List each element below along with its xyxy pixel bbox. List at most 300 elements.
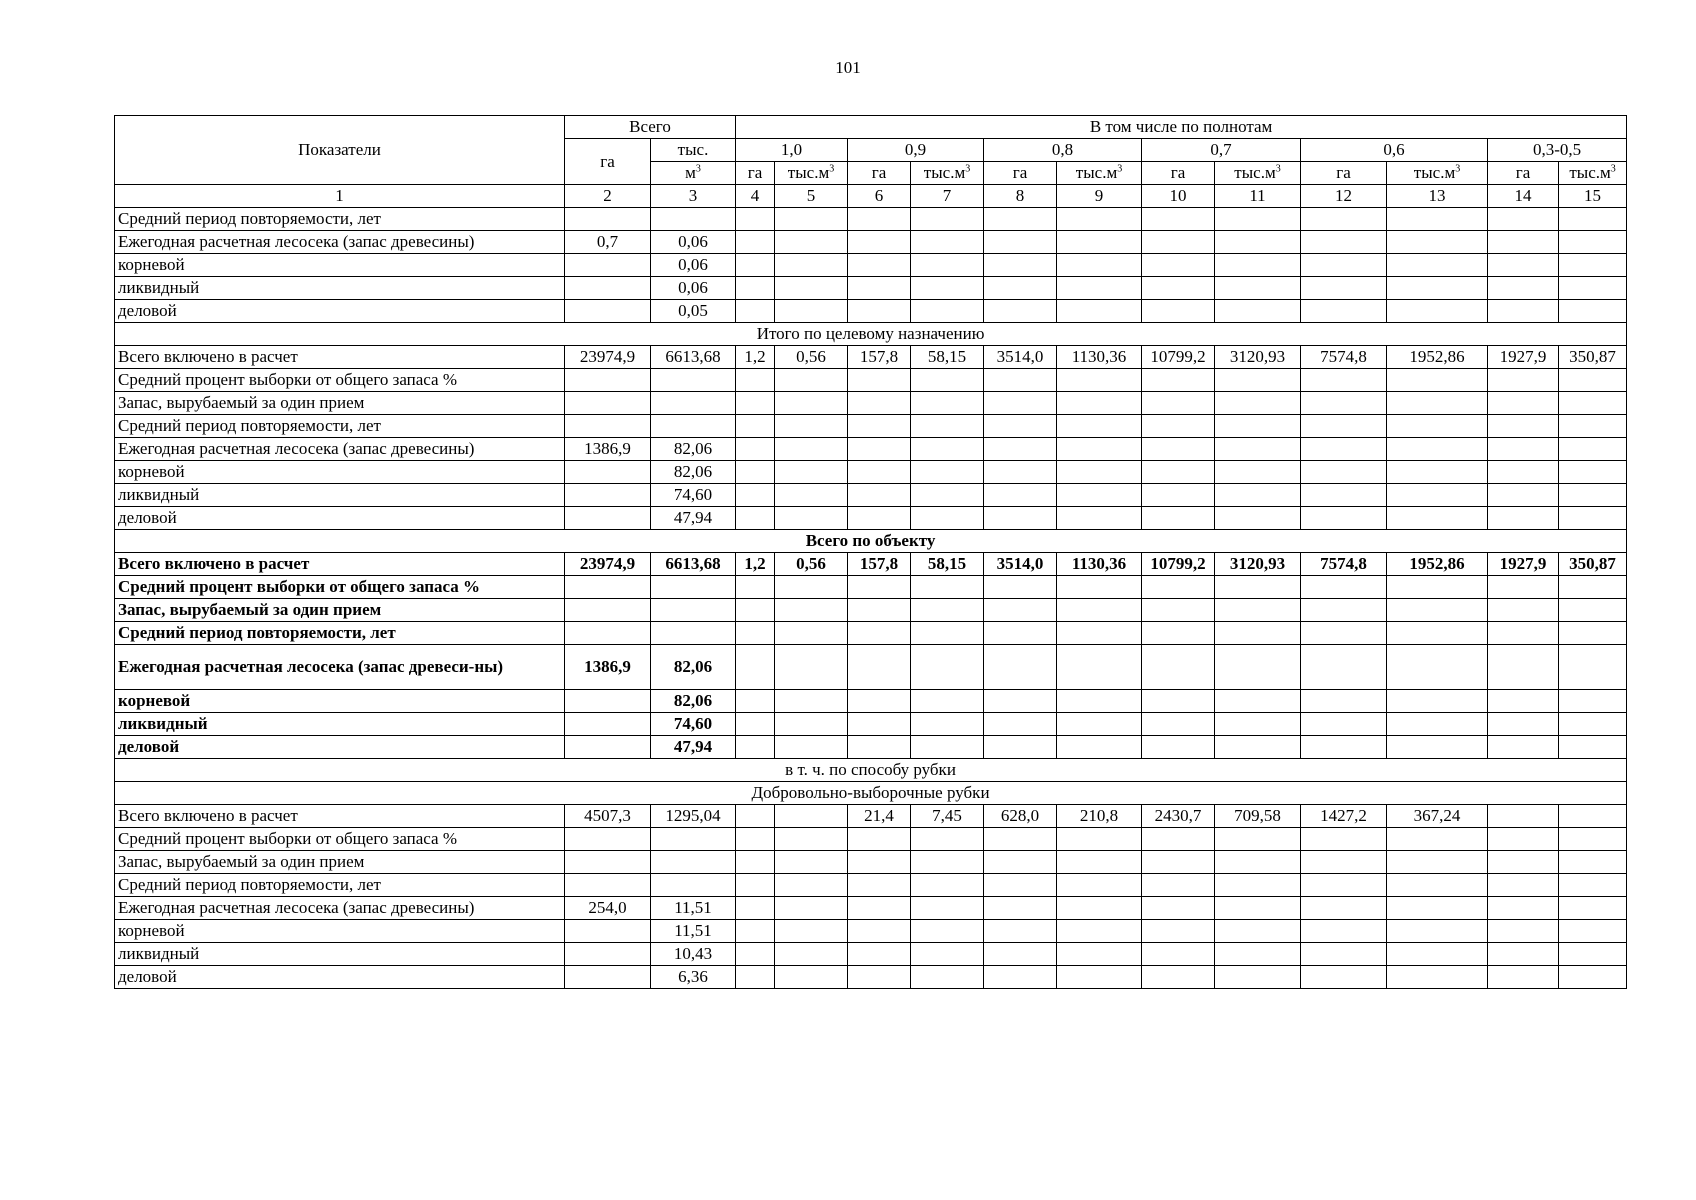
- table-cell: [1387, 713, 1488, 736]
- row-label: корневой: [115, 920, 565, 943]
- unit-ha: га: [1488, 162, 1559, 185]
- table-cell: [984, 254, 1057, 277]
- table-row: [115, 461, 1627, 484]
- table-cell: [1387, 576, 1488, 599]
- table-cell: [1387, 231, 1488, 254]
- table-cell: [848, 851, 911, 874]
- table-cell: [775, 690, 848, 713]
- table-cell: [1488, 415, 1559, 438]
- table-cell: [984, 599, 1057, 622]
- table-cell: [775, 254, 848, 277]
- table-cell: [565, 369, 651, 392]
- header-by-density: В том числе по полнотам: [736, 116, 1627, 139]
- table-cell: [1142, 300, 1215, 323]
- table-cell: [911, 438, 984, 461]
- table-cell: [1057, 231, 1142, 254]
- table-cell: [775, 851, 848, 874]
- table-cell: [1488, 576, 1559, 599]
- table-cell: [736, 805, 775, 828]
- table-cell: [1301, 599, 1387, 622]
- table-cell: [1057, 208, 1142, 231]
- table-cell: [1559, 254, 1627, 277]
- table-cell: [775, 461, 848, 484]
- table-cell: [1488, 713, 1559, 736]
- header-density-3: 0,8: [984, 139, 1142, 162]
- row-label: ликвидный: [115, 484, 565, 507]
- table-cell: 1386,9: [565, 645, 651, 690]
- table-cell: [775, 645, 848, 690]
- table-cell: [1387, 438, 1488, 461]
- table-cell: [736, 599, 775, 622]
- table-cell: [911, 966, 984, 989]
- table-cell: [1057, 966, 1142, 989]
- table-cell: 0,05: [651, 300, 736, 323]
- table-cell: [565, 851, 651, 874]
- table-row: [115, 828, 1627, 851]
- table-cell: [775, 943, 848, 966]
- table-cell: [1387, 507, 1488, 530]
- unit-thous-m3: $тыс.м^3$: [1559, 162, 1627, 185]
- table-cell: [1215, 622, 1301, 645]
- table-cell: [1301, 622, 1387, 645]
- table-cell: [911, 874, 984, 897]
- table-cell: [651, 369, 736, 392]
- table-cell: [1057, 300, 1142, 323]
- table-cell: [1559, 438, 1627, 461]
- table-cell: 1952,86: [1387, 553, 1488, 576]
- section-title: Итого по целевому назначению: [115, 323, 1627, 346]
- table-cell: [775, 208, 848, 231]
- table-cell: [1215, 415, 1301, 438]
- table-cell: [1488, 874, 1559, 897]
- table-cell: [736, 231, 775, 254]
- table-cell: [911, 507, 984, 530]
- table-cell: [1488, 645, 1559, 690]
- row-label: Запас, вырубаемый за один прием: [115, 392, 565, 415]
- table-cell: [848, 920, 911, 943]
- table-cell: 350,87: [1559, 346, 1627, 369]
- table-cell: [1142, 828, 1215, 851]
- table-cell: [1057, 828, 1142, 851]
- row-label: Запас, вырубаемый за один прием: [115, 851, 565, 874]
- table-cell: [984, 713, 1057, 736]
- table-cell: [1142, 277, 1215, 300]
- table-cell: [1215, 920, 1301, 943]
- table-row: [115, 346, 1627, 369]
- table-cell: 350,87: [1559, 553, 1627, 576]
- table-cell: [1488, 622, 1559, 645]
- table-cell: [565, 461, 651, 484]
- table-cell: [565, 943, 651, 966]
- table-cell: 1386,9: [565, 438, 651, 461]
- table-cell: [736, 415, 775, 438]
- table-cell: [1488, 461, 1559, 484]
- table-cell: 10,43: [651, 943, 736, 966]
- table-cell: [1488, 231, 1559, 254]
- table-cell: [736, 484, 775, 507]
- table-cell: [984, 851, 1057, 874]
- table-cell: [775, 599, 848, 622]
- table-cell: [1057, 484, 1142, 507]
- table-cell: 82,06: [651, 690, 736, 713]
- table-cell: [1387, 920, 1488, 943]
- table-cell: [848, 713, 911, 736]
- table-cell: [1559, 507, 1627, 530]
- table-cell: 157,8: [848, 346, 911, 369]
- table-cell: [736, 920, 775, 943]
- table-cell: [565, 736, 651, 759]
- table-cell: 6613,68: [651, 346, 736, 369]
- table-cell: [736, 277, 775, 300]
- table-cell: [1559, 208, 1627, 231]
- table-cell: [848, 300, 911, 323]
- unit-thous-m3: $тыс.м^3$: [775, 162, 848, 185]
- table-cell: 4507,3: [565, 805, 651, 828]
- table-cell: [1057, 576, 1142, 599]
- header-column-numbers: [115, 185, 1627, 208]
- table-cell: [1559, 277, 1627, 300]
- table-cell: [1215, 438, 1301, 461]
- table-cell: [1142, 254, 1215, 277]
- column-number: 4: [736, 185, 775, 208]
- table-cell: [775, 713, 848, 736]
- column-number: 9: [1057, 185, 1142, 208]
- table-cell: [736, 300, 775, 323]
- table-cell: [1301, 369, 1387, 392]
- table-cell: [1142, 920, 1215, 943]
- table-cell: [736, 507, 775, 530]
- table-row: [115, 369, 1627, 392]
- table-cell: [1301, 966, 1387, 989]
- table-cell: [775, 415, 848, 438]
- section-title: Всего по объекту: [115, 530, 1627, 553]
- table-cell: [651, 392, 736, 415]
- row-label: Запас, вырубаемый за один прием: [115, 599, 565, 622]
- table-cell: [1301, 645, 1387, 690]
- table-cell: 1130,36: [1057, 346, 1142, 369]
- table-cell: [1559, 828, 1627, 851]
- table-cell: [565, 690, 651, 713]
- table-cell: [984, 645, 1057, 690]
- table-cell: [736, 208, 775, 231]
- table-cell: [1057, 713, 1142, 736]
- table-cell: [1142, 713, 1215, 736]
- row-label: Ежегодная расчетная лесосека (запас древесины): [115, 231, 565, 254]
- table-row: [115, 943, 1627, 966]
- table-cell: 3120,93: [1215, 553, 1301, 576]
- table-cell: [1488, 277, 1559, 300]
- table-cell: [911, 599, 984, 622]
- table-cell: [848, 966, 911, 989]
- row-label: деловой: [115, 736, 565, 759]
- table-cell: [848, 231, 911, 254]
- unit-thous-m3: $тыс.м^3$: [1057, 162, 1142, 185]
- table-cell: [1488, 690, 1559, 713]
- forest-allowance-table: [114, 115, 1627, 989]
- table-cell: [1301, 943, 1387, 966]
- table-cell: [775, 369, 848, 392]
- table-cell: [848, 874, 911, 897]
- table-cell: [1559, 369, 1627, 392]
- table-cell: 254,0: [565, 897, 651, 920]
- table-cell: 47,94: [651, 736, 736, 759]
- table-cell: 157,8: [848, 553, 911, 576]
- table-cell: [1142, 208, 1215, 231]
- table-cell: [1215, 392, 1301, 415]
- table-cell: [736, 438, 775, 461]
- table-cell: [984, 415, 1057, 438]
- table-cell: [848, 369, 911, 392]
- row-label: деловой: [115, 507, 565, 530]
- row-label: Средний процент выборки от общего запаса %: [115, 369, 565, 392]
- table-cell: [1215, 208, 1301, 231]
- table-cell: [1559, 897, 1627, 920]
- table-cell: [1057, 874, 1142, 897]
- table-cell: 23974,9: [565, 553, 651, 576]
- header-density-2: 0,9: [848, 139, 984, 162]
- table-cell: [911, 920, 984, 943]
- table-cell: [651, 576, 736, 599]
- table-cell: [984, 507, 1057, 530]
- row-label: Средний период повторяемости, лет: [115, 208, 565, 231]
- table-cell: [1215, 645, 1301, 690]
- table-cell: [736, 690, 775, 713]
- table-cell: [911, 576, 984, 599]
- table-cell: [984, 369, 1057, 392]
- table-cell: [736, 576, 775, 599]
- table-cell: 3514,0: [984, 346, 1057, 369]
- table-cell: [1215, 300, 1301, 323]
- row-label: Всего включено в расчет: [115, 805, 565, 828]
- table-cell: [911, 415, 984, 438]
- row-label: Ежегодная расчетная лесосека (запас древесины): [115, 438, 565, 461]
- table-cell: [775, 897, 848, 920]
- table-cell: 0,56: [775, 553, 848, 576]
- table-cell: [911, 897, 984, 920]
- table-cell: [1215, 484, 1301, 507]
- column-number: 6: [848, 185, 911, 208]
- table-cell: [911, 300, 984, 323]
- column-number: 7: [911, 185, 984, 208]
- table-cell: [1559, 576, 1627, 599]
- table-cell: 1427,2: [1301, 805, 1387, 828]
- table-cell: 11,51: [651, 920, 736, 943]
- table-cell: [1559, 300, 1627, 323]
- table-row: [115, 690, 1627, 713]
- row-label: Средний процент выборки от общего запаса %: [115, 576, 565, 599]
- table-cell: [1057, 599, 1142, 622]
- table-cell: 0,7: [565, 231, 651, 254]
- table-body: [115, 208, 1627, 989]
- table-cell: [1215, 254, 1301, 277]
- table-cell: [1057, 920, 1142, 943]
- table-cell: 47,94: [651, 507, 736, 530]
- table-cell: [565, 966, 651, 989]
- table-cell: [1142, 231, 1215, 254]
- table-cell: 0,06: [651, 277, 736, 300]
- table-cell: [984, 897, 1057, 920]
- table-cell: [984, 208, 1057, 231]
- table-row: [115, 392, 1627, 415]
- table-cell: [1142, 851, 1215, 874]
- header-density-4: 0,7: [1142, 139, 1301, 162]
- table-cell: [651, 208, 736, 231]
- table-cell: [565, 507, 651, 530]
- table-cell: [1057, 736, 1142, 759]
- table-cell: [1057, 943, 1142, 966]
- table-cell: [1559, 645, 1627, 690]
- row-label: ликвидный: [115, 943, 565, 966]
- table-cell: [565, 277, 651, 300]
- table-cell: [1215, 231, 1301, 254]
- table-cell: [1301, 461, 1387, 484]
- table-cell: [565, 208, 651, 231]
- table-cell: 628,0: [984, 805, 1057, 828]
- table-cell: [1142, 576, 1215, 599]
- table-cell: [1301, 277, 1387, 300]
- table-cell: [1559, 851, 1627, 874]
- table-cell: [984, 576, 1057, 599]
- table-cell: 3120,93: [1215, 346, 1301, 369]
- table-row: [115, 231, 1627, 254]
- header-row-1: [115, 116, 1627, 139]
- table-cell: [736, 254, 775, 277]
- table-cell: [775, 622, 848, 645]
- table-cell: [1142, 736, 1215, 759]
- column-number: 10: [1142, 185, 1215, 208]
- table-cell: [848, 736, 911, 759]
- table-cell: [1057, 897, 1142, 920]
- table-cell: [1301, 507, 1387, 530]
- table-cell: 0,56: [775, 346, 848, 369]
- table-cell: [848, 897, 911, 920]
- table-cell: [984, 943, 1057, 966]
- table-cell: 1295,04: [651, 805, 736, 828]
- header-total-m3: $м^3$: [651, 162, 736, 185]
- unit-ha: га: [736, 162, 775, 185]
- table-cell: 74,60: [651, 713, 736, 736]
- table-cell: 6,36: [651, 966, 736, 989]
- row-label: Средний период повторяемости, лет: [115, 622, 565, 645]
- section-title: в т. ч. по способу рубки: [115, 759, 1627, 782]
- table-cell: [1488, 805, 1559, 828]
- table-row: [115, 736, 1627, 759]
- table-cell: 1927,9: [1488, 346, 1559, 369]
- table-cell: [911, 484, 984, 507]
- table-cell: [1142, 966, 1215, 989]
- table-cell: [911, 943, 984, 966]
- table-cell: [1142, 438, 1215, 461]
- table-cell: [1387, 277, 1488, 300]
- table-cell: [1387, 966, 1488, 989]
- table-cell: [1057, 851, 1142, 874]
- table-cell: [1215, 897, 1301, 920]
- table-cell: [1142, 369, 1215, 392]
- table-cell: 6613,68: [651, 553, 736, 576]
- table-cell: [651, 874, 736, 897]
- table-cell: [1387, 645, 1488, 690]
- table-cell: [1301, 231, 1387, 254]
- table-header: [115, 116, 1627, 208]
- table-cell: [1301, 576, 1387, 599]
- table-cell: [1057, 690, 1142, 713]
- table-cell: [736, 897, 775, 920]
- table-cell: [911, 713, 984, 736]
- table-row: [115, 805, 1627, 828]
- table-cell: [984, 231, 1057, 254]
- column-number: 15: [1559, 185, 1627, 208]
- table-cell: [1215, 713, 1301, 736]
- table-cell: [1057, 622, 1142, 645]
- column-number: 1: [115, 185, 565, 208]
- table-cell: 1,2: [736, 346, 775, 369]
- table-cell: [1387, 392, 1488, 415]
- table-cell: [1215, 277, 1301, 300]
- table-cell: [1387, 300, 1488, 323]
- table-cell: [1142, 484, 1215, 507]
- table-cell: [775, 966, 848, 989]
- page-number: 101: [835, 58, 861, 77]
- table-cell: [1559, 736, 1627, 759]
- table-row: [115, 645, 1627, 690]
- table-cell: [1559, 392, 1627, 415]
- table-cell: [775, 438, 848, 461]
- table-cell: [1387, 461, 1488, 484]
- table-cell: [848, 438, 911, 461]
- table-cell: [775, 736, 848, 759]
- table-cell: [1387, 369, 1488, 392]
- table-row: [115, 920, 1627, 943]
- table-cell: [565, 254, 651, 277]
- table-row: [115, 208, 1627, 231]
- table-cell: [911, 231, 984, 254]
- header-density-5: 0,6: [1301, 139, 1488, 162]
- table-cell: [1387, 254, 1488, 277]
- row-label: ликвидный: [115, 277, 565, 300]
- table-cell: [1387, 622, 1488, 645]
- table-row: [115, 897, 1627, 920]
- table-cell: [1301, 920, 1387, 943]
- header-indicators: Показатели: [115, 116, 565, 185]
- table-cell: [1057, 507, 1142, 530]
- table-cell: [848, 599, 911, 622]
- table-cell: [1301, 828, 1387, 851]
- row-label: корневой: [115, 461, 565, 484]
- table-cell: [1215, 369, 1301, 392]
- table-cell: [984, 622, 1057, 645]
- table-cell: [1301, 713, 1387, 736]
- header-total: Всего: [565, 116, 736, 139]
- table-cell: [848, 415, 911, 438]
- table-cell: [848, 576, 911, 599]
- column-number: 3: [651, 185, 736, 208]
- column-number: 14: [1488, 185, 1559, 208]
- table-cell: [1301, 438, 1387, 461]
- table-cell: [565, 599, 651, 622]
- table-cell: [848, 828, 911, 851]
- table-cell: [651, 415, 736, 438]
- table-cell: [775, 392, 848, 415]
- table-cell: [1488, 300, 1559, 323]
- section-row: [115, 530, 1627, 553]
- row-label: деловой: [115, 966, 565, 989]
- table-cell: [736, 851, 775, 874]
- table-cell: [1488, 828, 1559, 851]
- table-cell: [1142, 599, 1215, 622]
- column-number: 2: [565, 185, 651, 208]
- table-row: [115, 713, 1627, 736]
- table-cell: [1057, 415, 1142, 438]
